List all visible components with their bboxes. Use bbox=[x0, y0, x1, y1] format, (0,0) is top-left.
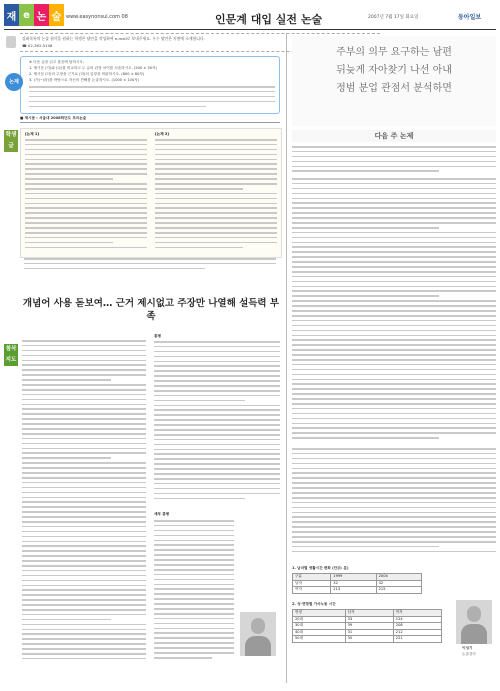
table-cell: 30대 bbox=[293, 623, 346, 630]
table-cell: 32 bbox=[331, 580, 376, 587]
table-cell: 32 bbox=[376, 580, 421, 587]
essay-text bbox=[25, 139, 147, 254]
table-cell: 215 bbox=[376, 587, 421, 594]
avatar-head bbox=[251, 618, 265, 634]
writer-title: 논술강사 bbox=[462, 652, 476, 656]
logo-part: 재 bbox=[4, 4, 19, 26]
writer-photo bbox=[456, 600, 492, 644]
headline-line: 뒤늦게 자아찾기 나선 아내 bbox=[336, 65, 452, 76]
student-label: 학생글 bbox=[4, 130, 18, 152]
teacher-subhead: 총평 bbox=[154, 334, 161, 338]
problem-item: 2. 제시문 (다)의 주장을 근거로 (라)의 입장을 비판하시오. (800 ± 80자) bbox=[29, 72, 145, 76]
table-cell: 50대 bbox=[293, 636, 346, 643]
notice-text: 강좌목록의 논술 첨삭을 원하는 학생은 답안을 작성하여 e-mail로 보내주세요. 우수 답안은 지면에 소개합니다. bbox=[22, 36, 205, 41]
table-row bbox=[293, 636, 442, 643]
headline bbox=[20, 290, 282, 330]
table-cell: 여자 bbox=[393, 610, 441, 617]
paragraph-head: [논제 2] bbox=[155, 132, 169, 136]
student-essay-box bbox=[20, 128, 282, 258]
table-cell: 20대 bbox=[293, 616, 346, 623]
table-title: 2. 성·연령별 가사노동 시간 bbox=[292, 602, 336, 606]
headline-text: 개념어 사용 돋보여… 근거 제시없고 주장만 나열해 설득력 부족 bbox=[22, 298, 280, 322]
table-cell: 남자 bbox=[293, 580, 331, 587]
table-cell: 213 bbox=[331, 587, 376, 594]
table-cell: 연령 bbox=[293, 610, 346, 617]
problem-item: 3. (가)~(라)를 바탕으로 자신의 견해를 논술하시오. (1000 ± 100자) bbox=[29, 78, 140, 82]
table-cell: 구분 bbox=[293, 574, 331, 581]
section-title: 인문계 대입 실전 논술 bbox=[215, 13, 323, 26]
next-week-text bbox=[292, 178, 496, 444]
table-cell: 1999 bbox=[331, 574, 376, 581]
problem-box bbox=[9, 56, 280, 114]
avatar-body bbox=[461, 624, 487, 644]
data-table bbox=[292, 573, 422, 594]
table-cell: 33 bbox=[345, 616, 393, 623]
header-divider bbox=[4, 29, 496, 30]
avatar-head bbox=[467, 606, 481, 622]
table-cell: 35 bbox=[345, 636, 393, 643]
table-cell: 124 bbox=[393, 616, 441, 623]
logo-part: 술 bbox=[49, 4, 64, 26]
problem-item: 1. 제시문 (가)와 (나)를 비교하고 두 글의 관점 차이를 서술하시오. (500 ± 50자) bbox=[29, 66, 157, 70]
table-cell: 40대 bbox=[293, 629, 346, 636]
paragraph-head: [논제 1] bbox=[25, 132, 39, 136]
table-cell: 39 bbox=[345, 623, 393, 630]
table-cell: 221 bbox=[393, 636, 441, 643]
logo-part: 논 bbox=[34, 4, 49, 26]
avatar-body bbox=[245, 636, 271, 656]
reading-title: ■ 제시문 : 서울대 2008학년도 모의논술 bbox=[20, 116, 87, 120]
teacher-photo bbox=[240, 612, 276, 656]
paper-name: 동아일보 bbox=[458, 14, 482, 21]
writer-name: 이성기 bbox=[462, 646, 473, 650]
headline-line: 주부의 의무 요구하는 남편 bbox=[336, 47, 452, 58]
logo-part: e bbox=[19, 4, 34, 26]
site-url[interactable]: www.easynonsul.com 08 bbox=[66, 14, 128, 20]
problem-tag: 논제 bbox=[5, 73, 23, 91]
logo[interactable] bbox=[4, 4, 64, 26]
essay-text bbox=[155, 139, 277, 254]
right-divider bbox=[286, 33, 287, 683]
divider bbox=[20, 122, 280, 123]
table-row bbox=[293, 587, 422, 594]
teacher-subhead: 세부 총평 bbox=[154, 512, 170, 516]
headline-line: 정범 분업 관점서 분석하면 bbox=[336, 83, 452, 94]
table-cell: 31 bbox=[345, 629, 393, 636]
table-title: 1. 남녀별 생활시간 변화 (단위: 분) bbox=[292, 566, 349, 570]
teacher-text bbox=[154, 341, 280, 506]
teacher-text bbox=[154, 520, 234, 670]
mail-icon bbox=[6, 36, 16, 48]
table-cell: 208 bbox=[393, 623, 441, 630]
issue-date: 2007년 7월 17일 화요일 bbox=[368, 15, 419, 20]
problem-item: ※ 다음 글을 읽고 물음에 답하시오. bbox=[29, 60, 84, 64]
data-table bbox=[292, 609, 442, 643]
next-week-heading: 다음 주 논제 bbox=[292, 130, 496, 142]
teacher-text bbox=[22, 340, 146, 670]
teacher-label: 첨삭지도 bbox=[4, 344, 18, 366]
problem-text bbox=[29, 86, 275, 110]
notice-contact: ☎ 02-362-5108 bbox=[22, 43, 53, 48]
next-week-problem bbox=[292, 146, 496, 174]
next-week-text bbox=[292, 448, 496, 558]
table-cell: 남자 bbox=[345, 610, 393, 617]
student-essay-box-2 bbox=[20, 258, 280, 274]
right-headline bbox=[292, 36, 496, 126]
table-cell: 여자 bbox=[293, 587, 331, 594]
table-cell: 2004 bbox=[376, 574, 421, 581]
table-cell: 212 bbox=[393, 629, 441, 636]
